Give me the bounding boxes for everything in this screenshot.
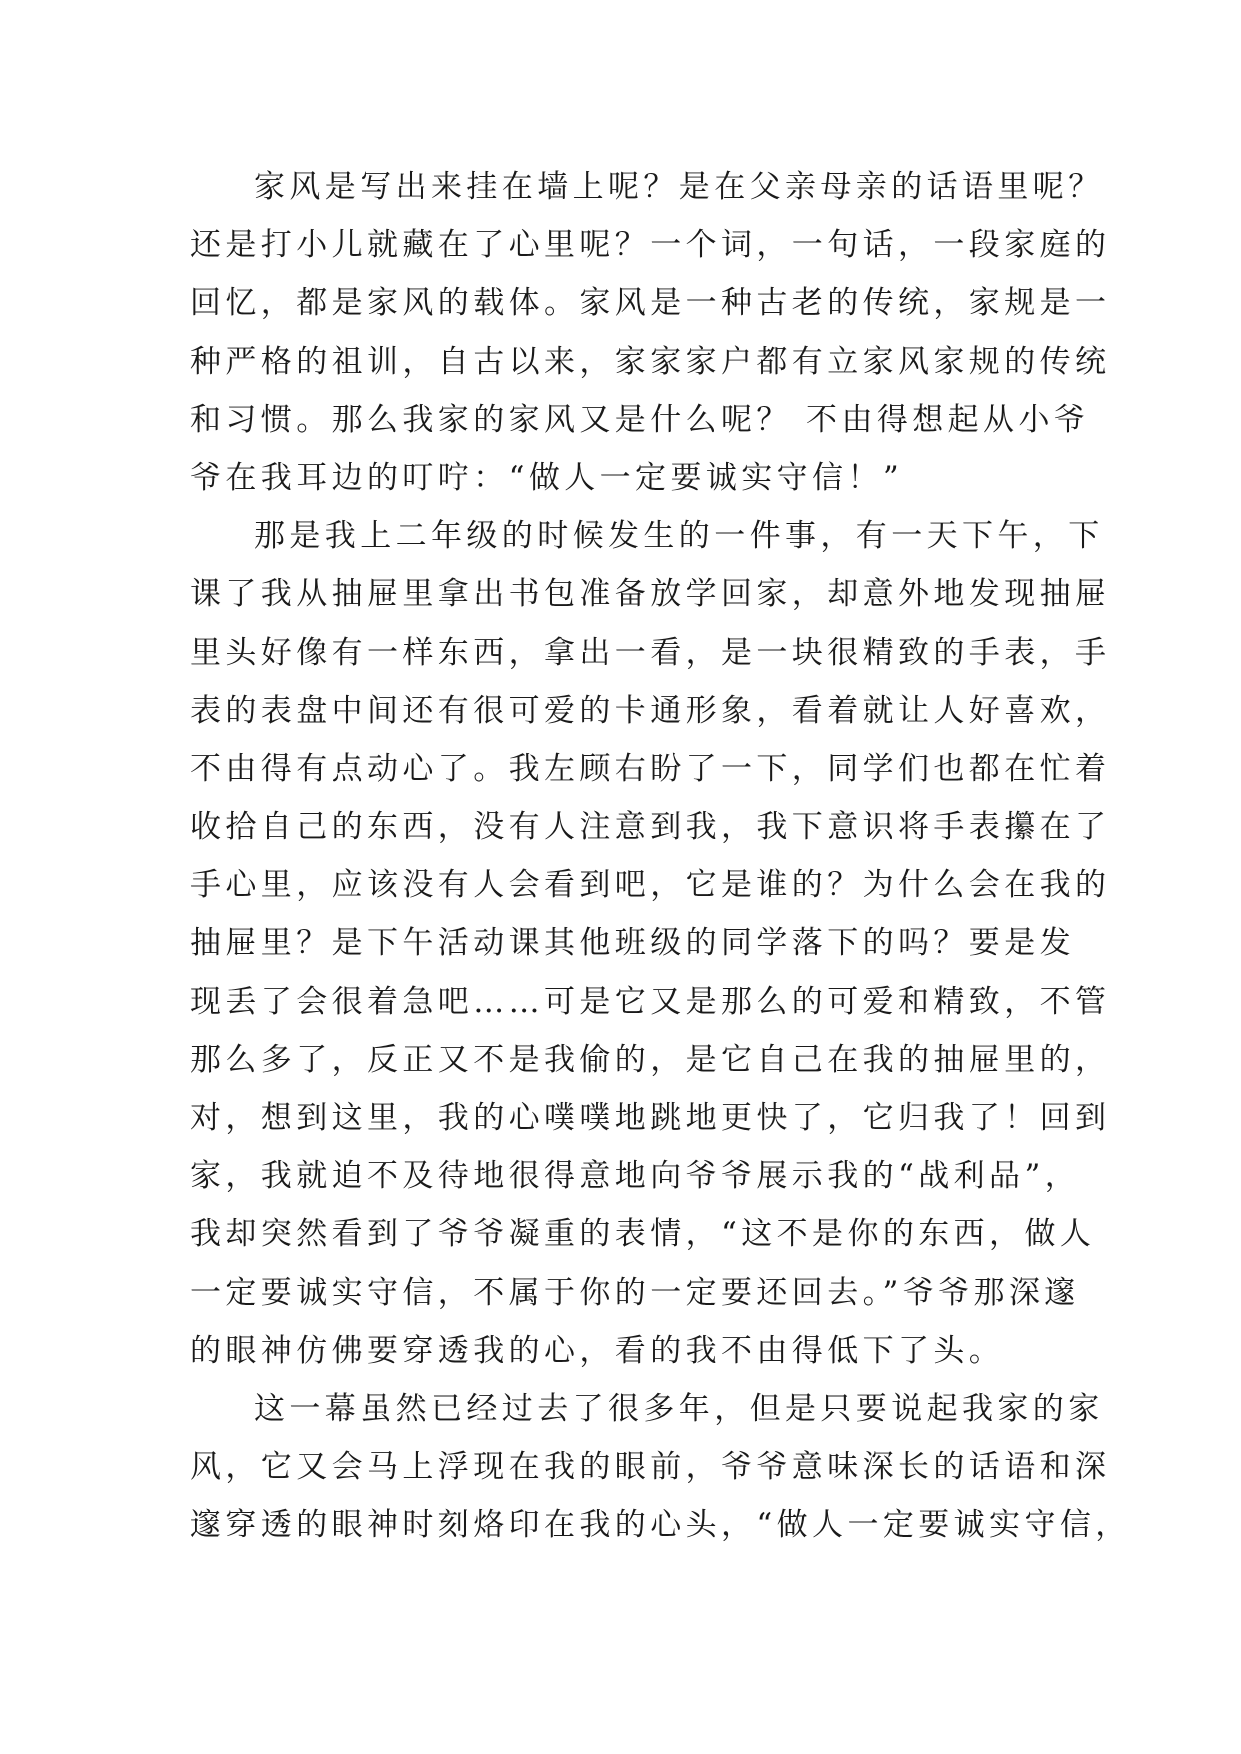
paragraph-2-line-13: 我却突然看到了爷爷凝重的表情，“这不是你的东西，做人 bbox=[190, 1216, 1096, 1253]
paragraph-2-line-2: 课了我从抽屉里拿出书包准备放学回家，却意外地发现抽屉 bbox=[190, 576, 1111, 613]
paragraph-1-line-2: 还是打小儿就藏在了心里呢？一个词，一句话，一段家庭的 bbox=[190, 227, 1111, 264]
paragraph-2-line-12: 家，我就迫不及待地很得意地向爷爷展示我的“战利品”， bbox=[190, 1158, 1081, 1195]
paragraph-2-line-10: 那么多了，反正又不是我偷的，是它自己在我的抽屉里的， bbox=[190, 1041, 1111, 1078]
paragraph-2-line-4: 表的表盘中间还有很可爱的卡通形象，看着就让人好喜欢， bbox=[190, 692, 1111, 729]
paragraph-1-line-5: 和习惯。那么我家的家风又是什么呢？ 不由得想起从小爷 bbox=[190, 401, 1090, 438]
paragraph-1-line-4: 种严格的祖训，自古以来，家家家户都有立家风家规的传统 bbox=[190, 343, 1111, 380]
paragraph-2-line-14: 一定要诚实守信，不属于你的一定要还回去。”爷爷那深邃 bbox=[190, 1274, 1080, 1311]
paragraph-2-line-11: 对，想到这里，我的心噗噗地跳地更快了，它归我了！回到 bbox=[190, 1100, 1111, 1136]
paragraph-1-line-6: 爷在我耳边的叮咛：“做人一定要诚实守信！” bbox=[190, 459, 904, 496]
paragraph-1-line-1: 家风是写出来挂在墙上呢？是在父亲母亲的话语里呢？ bbox=[254, 169, 1104, 205]
paragraph-2-line-15: 的眼神仿佛要穿透我的心，看的我不由得低下了头。 bbox=[190, 1332, 1005, 1369]
essay-body bbox=[190, 158, 1131, 1555]
paragraph-2-line-5: 不由得有点动心了。我左顾右盼了一下，同学们也都在忙着 bbox=[190, 750, 1111, 787]
paragraph-2-line-6: 收拾自己的东西，没有人注意到我，我下意识将手表攥在了 bbox=[190, 809, 1111, 846]
paragraph-3-line-3: 邃穿透的眼神时刻烙印在我的心头，“做人一定要诚实守信， bbox=[190, 1507, 1131, 1544]
paragraph-2-line-3: 里头好像有一样东西，拿出一看，是一块很精致的手表，手 bbox=[190, 634, 1111, 671]
paragraph-3-line-2: 风，它又会马上浮现在我的眼前，爷爷意味深长的话语和深 bbox=[190, 1449, 1111, 1486]
paragraph-3-line-1: 这一幕虽然已经过去了很多年，但是只要说起我家的家 bbox=[254, 1390, 1104, 1427]
paragraph-2-line-8: 抽屉里？是下午活动课其他班级的同学落下的吗？要是发 bbox=[190, 925, 1075, 962]
paragraph-2-line-1: 那是我上二年级的时候发生的一件事，有一天下午，下 bbox=[254, 518, 1104, 555]
paragraph-2-line-7: 手心里，应该没有人会看到吧，它是谁的？为什么会在我的 bbox=[190, 867, 1111, 904]
paragraph-1-line-3: 回忆，都是家风的载体。家风是一种古老的传统，家规是一 bbox=[190, 285, 1111, 322]
paragraph-2-line-9: 现丢了会很着急吧……可是它又是那么的可爱和精致，不管 bbox=[190, 983, 1111, 1020]
